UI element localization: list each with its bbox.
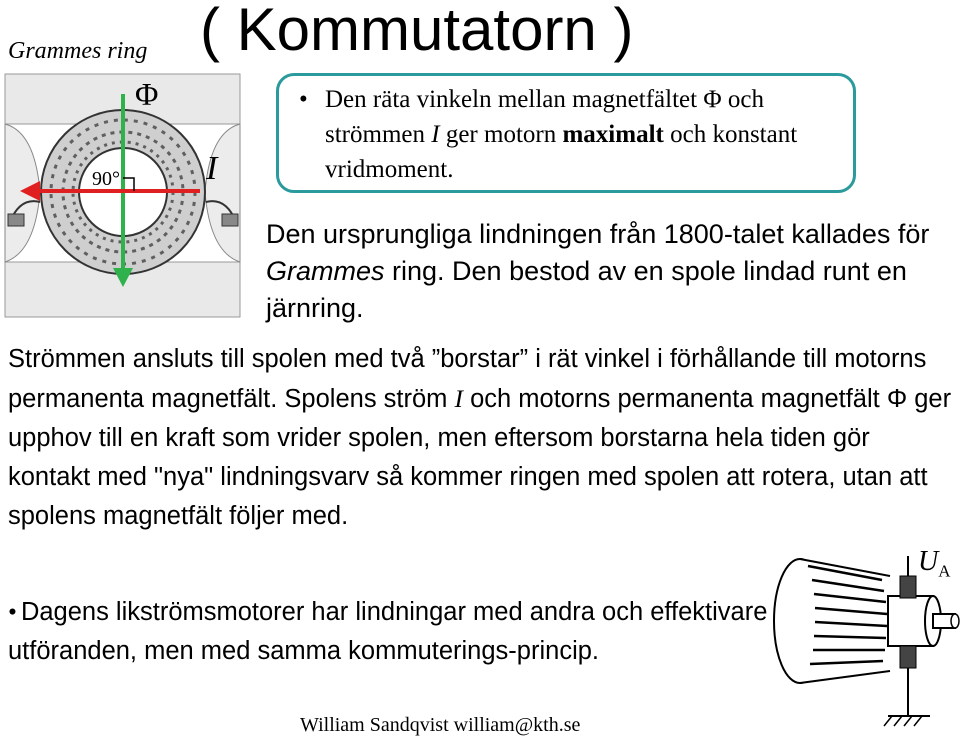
gramme-ring-figure: [0, 72, 260, 322]
angle-label: 90°: [92, 168, 120, 190]
current-label: I: [206, 150, 218, 187]
bullet-icon: •: [299, 86, 308, 113]
callout-box: [276, 73, 856, 193]
motor-armature-figure: [770, 536, 960, 736]
callout-text: Den räta vinkeln mellan magnetfältet Φ och strömmen I ger motorn maximalt och konstant vridmoment.: [325, 86, 798, 183]
voltage-label: $U_A$: [918, 546, 951, 581]
paragraph-history: Den ursprungliga lindningen från 1800-talet kallades för Grammes ring. Den bestod av en spole lindad runt en järnring.: [266, 219, 930, 323]
figure-label: Grammes ring: [8, 38, 148, 64]
phi-label: Φ: [135, 76, 159, 112]
page-title: ( Kommutatorn ): [200, 0, 634, 63]
paragraph-modern-motors: • Dagens likströmsmotorer har lindningar med andra och effektivare utföranden, men med samma kommuterings-princip.: [8, 597, 768, 665]
footer-author: William Sandqvist william@kth.se: [300, 714, 581, 736]
paragraph-explanation: Strömmen ansluts till spolen med två ”borstar” i rät vinkel i förhållande till motorns permanenta magnetfält. Spolens ström I och motorns permanenta magnetfält Φ ger upphov till en kraft som vrider spolen, men eftersom borstarna hela tiden gör kontakt med "nya" lindningsvarv så kommer ringen med spolen att rotera, utan att spolens magnetfält följer med.: [8, 345, 952, 530]
bullet-icon: •: [8, 597, 17, 626]
gramme-ring-illustration: [0, 72, 260, 322]
